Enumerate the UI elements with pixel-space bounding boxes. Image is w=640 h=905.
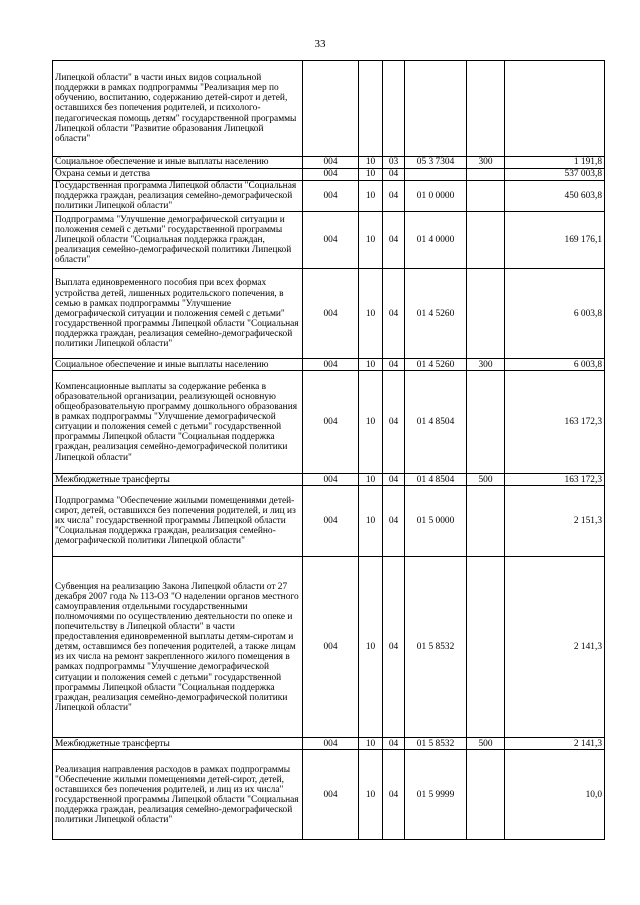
section-code: 10 xyxy=(359,557,383,738)
admin-code: 004 xyxy=(303,169,359,181)
subsection-code: 04 xyxy=(383,269,405,359)
subsection-code: 04 xyxy=(383,750,405,840)
row-description: Подпрограмма "Обеспечение жилыми помещениями детей-сирот, детей, оставшихся без попечения родителей, и лиц из их числа" государственной программы Липецкой области "Социальная поддержка граждан, реализация семейно-демографической политики Липецкой области" xyxy=(53,486,303,557)
row-description: Межбюджетные трансферты xyxy=(53,474,303,486)
subsection-code: 04 xyxy=(383,212,405,269)
section-code: 10 xyxy=(359,169,383,181)
amount: 10,0 xyxy=(505,750,605,840)
expense-type-code xyxy=(467,750,505,840)
section-code xyxy=(359,61,383,157)
amount: 169 176,1 xyxy=(505,212,605,269)
expense-type-code xyxy=(467,212,505,269)
table-row xyxy=(53,181,605,212)
target-article-code: 01 4 5260 xyxy=(405,269,467,359)
admin-code: 004 xyxy=(303,359,359,371)
row-description: Субвенция на реализацию Закона Липецкой области от 27 декабря 2007 года № 113-ОЗ "О наделении органов местного самоуправления отдельными государственными полномочиями по осуществлению деятельности по опеке и попечительству в Липецкой области" в части предоставления единовременной выплаты детям-сиротам и детям, оставшимся без попечения родителей, а также лицам из их числа на ремонт закрепленного жилого помещения в рамках подпрограммы "Улучшение демографической ситуации и положения семей с детьми" государственной программы Липецкой области "Социальная поддержка граждан, реализация семейно-демографической политики Липецкой области" xyxy=(53,557,303,738)
section-code: 10 xyxy=(359,371,383,474)
expense-type-code: 300 xyxy=(467,359,505,371)
admin-code: 004 xyxy=(303,157,359,169)
admin-code xyxy=(303,61,359,157)
page-number: 33 xyxy=(314,38,326,50)
row-description: Социальное обеспечение и иные выплаты населению xyxy=(53,359,303,371)
expense-type-code xyxy=(467,169,505,181)
admin-code: 004 xyxy=(303,474,359,486)
subsection-code: 04 xyxy=(383,738,405,750)
amount xyxy=(505,61,605,157)
subsection-code: 04 xyxy=(383,371,405,474)
target-article-code xyxy=(405,61,467,157)
target-article-code: 01 5 0000 xyxy=(405,486,467,557)
section-code: 10 xyxy=(359,486,383,557)
amount: 537 003,8 xyxy=(505,169,605,181)
expense-type-code: 500 xyxy=(467,474,505,486)
subsection-code: 04 xyxy=(383,486,405,557)
subsection-code: 04 xyxy=(383,474,405,486)
target-article-code: 01 4 8504 xyxy=(405,474,467,486)
row-description: Выплата единовременного пособия при всех формах устройства детей, лишенных родительского попечения, в семью в рамках подпрограммы "Улучшение демографической ситуации и положения семей с детьми" государственной программы Липецкой области "Социальная поддержка граждан, реализация семейно-демографической политики Липецкой области" xyxy=(53,269,303,359)
target-article-code: 01 5 8532 xyxy=(405,557,467,738)
row-description: Подпрограмма "Улучшение демографической ситуации и положения семей с детьми" государственной программы Липецкой области "Социальная поддержка граждан, реализация семейно-демографической политики Липецкой области" xyxy=(53,212,303,269)
budget-table xyxy=(52,60,605,840)
admin-code: 004 xyxy=(303,181,359,212)
table-row xyxy=(53,169,605,181)
subsection-code xyxy=(383,61,405,157)
section-code: 10 xyxy=(359,181,383,212)
subsection-code: 04 xyxy=(383,169,405,181)
table-row xyxy=(53,269,605,359)
admin-code: 004 xyxy=(303,269,359,359)
table-row xyxy=(53,486,605,557)
target-article-code: 01 5 8532 xyxy=(405,738,467,750)
table-row xyxy=(53,738,605,750)
section-code: 10 xyxy=(359,212,383,269)
expense-type-code: 500 xyxy=(467,738,505,750)
target-article-code: 01 4 8504 xyxy=(405,371,467,474)
expense-type-code xyxy=(467,61,505,157)
table-row xyxy=(53,359,605,371)
table-row xyxy=(53,61,605,157)
budget-table-body xyxy=(53,61,605,840)
subsection-code: 03 xyxy=(383,157,405,169)
subsection-code: 04 xyxy=(383,359,405,371)
target-article-code: 01 4 0000 xyxy=(405,212,467,269)
amount: 1 191,8 xyxy=(505,157,605,169)
amount: 6 003,8 xyxy=(505,269,605,359)
subsection-code: 04 xyxy=(383,557,405,738)
table-row xyxy=(53,557,605,738)
amount: 450 603,8 xyxy=(505,181,605,212)
row-description: Охрана семьи и детства xyxy=(53,169,303,181)
admin-code: 004 xyxy=(303,371,359,474)
amount: 2 151,3 xyxy=(505,486,605,557)
target-article-code: 01 0 0000 xyxy=(405,181,467,212)
section-code: 10 xyxy=(359,738,383,750)
table-row xyxy=(53,474,605,486)
expense-type-code xyxy=(467,371,505,474)
table-row xyxy=(53,750,605,840)
amount: 163 172,3 xyxy=(505,371,605,474)
section-code: 10 xyxy=(359,474,383,486)
amount: 2 141,3 xyxy=(505,557,605,738)
admin-code: 004 xyxy=(303,738,359,750)
row-description: Реализация направления расходов в рамках подпрограммы "Обеспечение жилыми помещениями детей-сирот, детей, оставшихся без попечения родителей, и лиц из их числа" государственной программы Липецкой области "Социальная поддержка граждан, реализация семейно-демографической политики Липецкой области" xyxy=(53,750,303,840)
section-code: 10 xyxy=(359,269,383,359)
admin-code: 004 xyxy=(303,750,359,840)
expense-type-code: 300 xyxy=(467,157,505,169)
section-code: 10 xyxy=(359,750,383,840)
section-code: 10 xyxy=(359,359,383,371)
amount: 2 141,3 xyxy=(505,738,605,750)
expense-type-code xyxy=(467,486,505,557)
expense-type-code xyxy=(467,181,505,212)
subsection-code: 04 xyxy=(383,181,405,212)
row-description: Липецкой области" в части иных видов социальной поддержки в рамках подпрограммы "Реализация мер по обучению, воспитанию, содержанию детей-сирот и детей, оставшихся без попечения родителей, и психолого-педагогическая помощь детям" государственной программы Липецкой области "Развитие образования Липецкой области" xyxy=(53,61,303,157)
table-row xyxy=(53,371,605,474)
admin-code: 004 xyxy=(303,557,359,738)
row-description: Государственная программа Липецкой области "Социальная поддержка граждан, реализация семейно-демографической политики Липецкой области" xyxy=(53,181,303,212)
target-article-code: 01 4 5260 xyxy=(405,359,467,371)
admin-code: 004 xyxy=(303,486,359,557)
expense-type-code xyxy=(467,269,505,359)
amount: 163 172,3 xyxy=(505,474,605,486)
row-description: Компенсационные выплаты за содержание ребенка в образовательной организации, реализующей основную общеобразовательную программу дошкольного образования в рамках подпрограммы "Улучшение демографической ситуации и положения семей с детьми" государственной программы Липецкой области "Социальная поддержка граждан, реализация семейно-демографической политики Липецкой области" xyxy=(53,371,303,474)
row-description: Межбюджетные трансферты xyxy=(53,738,303,750)
target-article-code: 01 5 9999 xyxy=(405,750,467,840)
table-row xyxy=(53,157,605,169)
target-article-code: 05 3 7304 xyxy=(405,157,467,169)
section-code: 10 xyxy=(359,157,383,169)
amount: 6 003,8 xyxy=(505,359,605,371)
expense-type-code xyxy=(467,557,505,738)
target-article-code xyxy=(405,169,467,181)
row-description: Социальное обеспечение и иные выплаты населению xyxy=(53,157,303,169)
admin-code: 004 xyxy=(303,212,359,269)
table-row xyxy=(53,212,605,269)
